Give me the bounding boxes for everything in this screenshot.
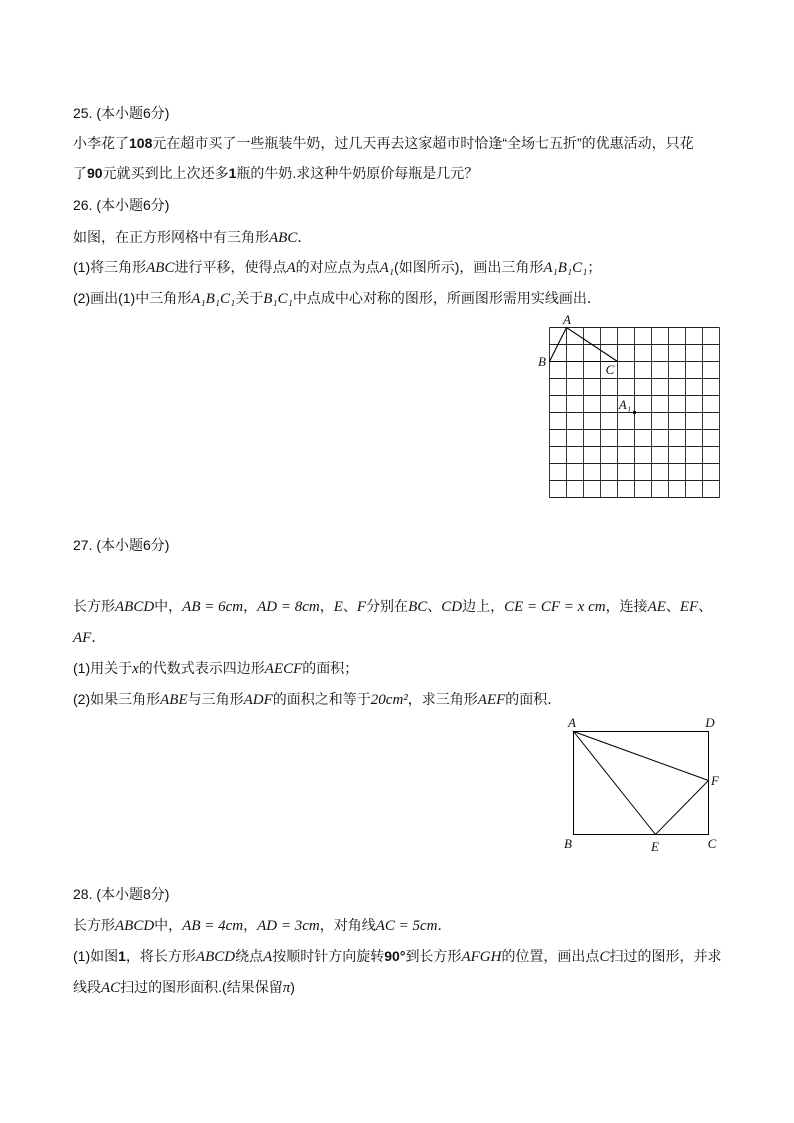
text-run: 瓶的牛奶.求这种牛奶原价每瓶是几元？ bbox=[236, 165, 479, 181]
math-expression: A₁B₁C₁ bbox=[191, 291, 236, 307]
text-run: ． bbox=[91, 629, 106, 645]
math-expression: AC bbox=[101, 980, 121, 996]
math-expression: AF bbox=[73, 630, 92, 646]
text-run: 与三角形 bbox=[187, 691, 244, 707]
question-text-line bbox=[73, 627, 105, 647]
question-text-line bbox=[73, 596, 712, 616]
math-expression: ABCD bbox=[115, 918, 155, 934]
math-expression: AD = 3cm bbox=[257, 918, 320, 934]
text-run: 按顺时针方向旋转 bbox=[272, 948, 385, 964]
label-c: C bbox=[605, 362, 615, 377]
label-e: E bbox=[651, 839, 659, 854]
math-expression: AD = 8cm bbox=[257, 599, 320, 615]
text-run: ． bbox=[297, 229, 312, 245]
question-header: 28. (本小题8分) bbox=[73, 886, 170, 902]
math-expression: AECF bbox=[264, 661, 303, 677]
math-expression: BC bbox=[408, 599, 428, 615]
text-run: 的位置，画出点 bbox=[501, 948, 600, 964]
label-d: D bbox=[705, 715, 715, 730]
label-b: B bbox=[538, 354, 546, 369]
math-expression: ADF bbox=[243, 692, 273, 708]
question-text-line bbox=[73, 227, 311, 247]
text-run: 的面积． bbox=[505, 691, 562, 707]
question-text-line bbox=[73, 977, 295, 997]
label-a: A bbox=[563, 312, 571, 327]
math-expression: F bbox=[356, 599, 367, 615]
question-text-line bbox=[73, 257, 601, 277]
label-f: F bbox=[711, 773, 719, 788]
text-run: (1)如图 bbox=[73, 948, 119, 964]
number-run: 1 bbox=[118, 948, 126, 964]
question-text-line bbox=[73, 658, 358, 678]
text-run: 了 bbox=[73, 165, 87, 181]
number-run: 90 bbox=[87, 165, 103, 181]
text-run: ，对角线 bbox=[319, 917, 376, 933]
text-run: 中， bbox=[154, 598, 183, 614]
math-expression: EF bbox=[679, 599, 699, 615]
math-expression: CE = CF = x cm bbox=[504, 599, 606, 615]
text-run: 、 bbox=[665, 598, 680, 614]
text-run: ， bbox=[243, 598, 258, 614]
text-run: 绕点 bbox=[235, 948, 264, 964]
math-expression: A₁B₁C₁ bbox=[543, 260, 588, 276]
text-run: 元在超市买了一些瓶装牛奶，过几天再去这家超市时恰逢“全场七五折”的优惠活动，只花 bbox=[152, 135, 694, 151]
question-text-line bbox=[73, 915, 452, 935]
text-run: 小李花了 bbox=[73, 135, 129, 151]
math-expression: A₁ bbox=[379, 260, 395, 276]
rectangle-figure bbox=[555, 712, 725, 857]
math-expression: ABE bbox=[160, 692, 188, 708]
text-run: 边上， bbox=[462, 598, 505, 614]
text-run: 分别在 bbox=[366, 598, 409, 614]
label-a: A bbox=[568, 715, 576, 730]
text-run: ，连接 bbox=[605, 598, 648, 614]
text-run: 的面积； bbox=[302, 660, 359, 676]
math-expression: C bbox=[599, 949, 610, 965]
math-expression: ABCD bbox=[115, 599, 155, 615]
math-expression: AC = 5cm bbox=[375, 918, 438, 934]
text-run: ，将长方形 bbox=[125, 948, 196, 964]
text-run: 进行平移，使得点 bbox=[174, 259, 287, 275]
number-run: 1 bbox=[228, 165, 237, 181]
text-run: 中点成中心对称的图形，所画图形需用实线画出． bbox=[292, 290, 601, 306]
text-run: 到长方形 bbox=[405, 948, 462, 964]
math-expression: x bbox=[132, 661, 139, 677]
question-text-line bbox=[73, 946, 721, 966]
number-run: 90° bbox=[384, 948, 406, 964]
math-expression: 20cm² bbox=[370, 692, 408, 708]
question-text-line bbox=[73, 133, 694, 153]
question-text-line bbox=[73, 163, 478, 183]
math-expression: AB = 6cm bbox=[182, 599, 244, 615]
text-run: 的对应点为点 bbox=[295, 259, 380, 275]
math-expression: π bbox=[282, 980, 291, 996]
text-run: ， bbox=[319, 598, 334, 614]
math-expression: ABCD bbox=[195, 949, 236, 965]
text-run: 、 bbox=[698, 598, 713, 614]
label-b: B bbox=[564, 836, 572, 851]
math-expression: B₁C₁ bbox=[263, 291, 293, 307]
triangle-aef bbox=[574, 732, 709, 835]
point-a1 bbox=[633, 411, 636, 414]
text-run: ，求三角形 bbox=[407, 691, 478, 707]
text-run: 如图，在正方形网格中有三角形 bbox=[73, 229, 269, 245]
question-header: 26. (本小题6分) bbox=[73, 197, 170, 213]
math-expression: A bbox=[263, 949, 273, 965]
text-run: 扫过的图形，并求 bbox=[609, 948, 722, 964]
text-run: 、 bbox=[427, 598, 442, 614]
text-run: 长方形 bbox=[73, 917, 115, 933]
text-run: 、 bbox=[342, 598, 357, 614]
math-expression: CD bbox=[441, 599, 463, 615]
math-expression: AFGH bbox=[461, 949, 502, 965]
math-expression: AB = 4cm bbox=[182, 918, 244, 934]
text-run: (2)如果三角形 bbox=[73, 691, 161, 707]
text-run: 线段 bbox=[73, 979, 101, 995]
text-run: (1)将三角形 bbox=[73, 259, 147, 275]
math-expression: AEF bbox=[477, 692, 506, 708]
text-run: ． bbox=[437, 917, 452, 933]
text-run: 关于 bbox=[235, 290, 264, 306]
label-a1: A₁ bbox=[618, 397, 632, 412]
text-run: 元就买到比上次还多 bbox=[102, 165, 229, 181]
text-run: ， bbox=[243, 917, 258, 933]
math-expression: ABC bbox=[269, 230, 298, 246]
number-run: 108 bbox=[129, 135, 153, 151]
math-expression: A bbox=[286, 260, 296, 276]
text-run: 的面积之和等于 bbox=[272, 691, 371, 707]
text-run: 的代数式表示四边形 bbox=[138, 660, 265, 676]
text-run: (1)用关于 bbox=[73, 660, 133, 676]
text-run: (如图所示)，画出三角形 bbox=[394, 259, 544, 275]
question-header: 25. (本小题6分) bbox=[73, 105, 170, 121]
rectangle-abcd bbox=[574, 732, 709, 835]
math-expression: ABC bbox=[146, 260, 175, 276]
math-expression: E bbox=[333, 599, 343, 615]
question-text-line bbox=[73, 689, 561, 709]
text-run: 扫过的图形面积.(结果保留 bbox=[120, 979, 283, 995]
label-c: C bbox=[707, 836, 717, 851]
question-text-line bbox=[73, 288, 601, 308]
text-run: ； bbox=[587, 259, 602, 275]
math-expression: AE bbox=[647, 599, 666, 615]
text-run: ) bbox=[290, 979, 295, 995]
text-run: (2)画出(1)中三角形 bbox=[73, 290, 192, 306]
question-header: 27. (本小题6分) bbox=[73, 537, 170, 553]
text-run: 长方形 bbox=[73, 598, 115, 614]
grid-figure bbox=[530, 305, 730, 505]
text-run: 中， bbox=[154, 917, 183, 933]
